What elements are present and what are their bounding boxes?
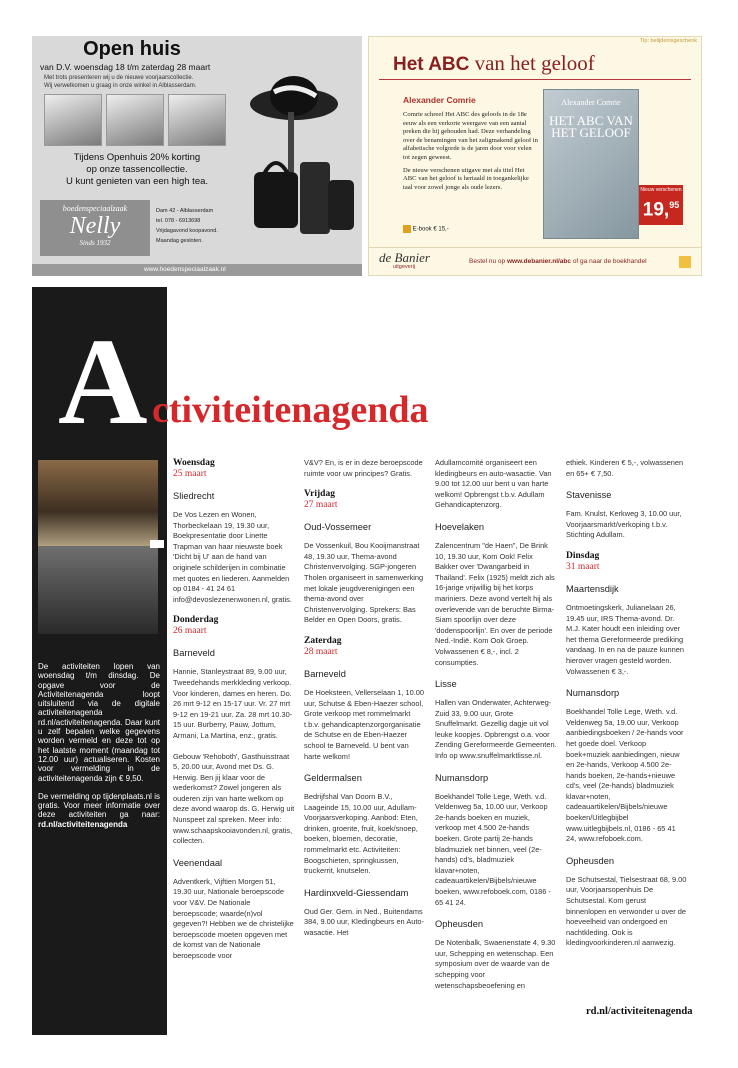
body-paragraph: De nieuw verschenen uitgave met als titel Het ABC van het geloof is hertaald in toegankelijke taal voor zowel jonge als oude lezers.	[403, 166, 529, 191]
event-text: De Vos Lezen en Wonen, Thorbeckelaan 19, 19.30 uur, Boekpresentatie door Linette Trapman van haar nieuwste boek 'Dicht bij U' aan de hand van originele schilderijen in combinatie met quotes en liederen. Aanmelden op 0184 - 41 24 61 info@devoslezenenwonen.nl, gratis.	[173, 510, 292, 604]
ad-subtitle: van D.V. woensdag 18 t/m zaterdag 28 maart	[40, 62, 211, 72]
logo-since: Sinds 1932	[79, 239, 111, 247]
info-paragraph	[38, 792, 160, 829]
place-heading: Stavenisse	[566, 490, 612, 501]
day-heading: Donderdag	[173, 615, 219, 626]
info-link[interactable]: rd.nl/activiteitenagenda	[38, 819, 128, 829]
agenda-column-1	[173, 458, 295, 972]
day-heading: Dinsdag	[566, 550, 600, 561]
hat-photo	[106, 94, 164, 146]
agenda-footer-link[interactable]: rd.nl/activiteitenagenda	[586, 1006, 693, 1017]
het-abc-ad	[368, 36, 702, 276]
address-line: Dam 42 - Alblasserdam	[156, 208, 214, 214]
ad-copy	[44, 74, 244, 90]
photo-notch	[150, 540, 164, 548]
price-main: 19,	[642, 199, 670, 221]
date-heading: 25 maart	[173, 469, 207, 479]
event-text: De Hoeksteen, Vellerselaan 1, 10.00 uur, Schutse & Eben-Haezer school, Grote verkoop met rommelmarkt t.b.v. gehandicaptenzorgorganisatie de Schutse en de Eben-Haezer school te Barneveld. U bent van harte welkom!	[304, 687, 424, 761]
ad-footer	[369, 247, 701, 275]
order-post: of ga naar de boekhandel	[571, 258, 647, 265]
event-text: Oud Ger. Gem. in Ned., Buitendams 384, 9.00 uur, Kledingbeurs en Auto-wasactie. Het	[304, 906, 424, 938]
body-paragraph: Comrie schreef Het ABC des geloofs in de 18e eeuw als een verkorte weergave van een aantal preken die hij gehouden had. Deze verhandeling over de benamingen van het zaligmakend geloof in alfabetische volgorde is de jaren door voor velen tot zegen geweest.	[403, 111, 538, 161]
price	[639, 193, 683, 222]
date-heading: 31 maart	[566, 561, 600, 572]
ebook-line	[403, 225, 449, 233]
shop-url[interactable]: www.hoedenspeciaalzaak.nl	[32, 264, 362, 276]
place-heading: Oud-Vossemeer	[304, 522, 372, 533]
ad-title	[393, 51, 595, 76]
offer-line: Tijdens Openhuis 20% korting	[73, 152, 201, 163]
ad-title: Open huis	[83, 38, 181, 60]
place-heading: Hoevelaken	[435, 521, 485, 532]
agenda-info	[38, 662, 160, 829]
day-heading: Zaterdag	[304, 635, 342, 646]
author: Alexander Comrie	[403, 95, 476, 105]
book-cover	[543, 89, 639, 239]
place-heading: Veenendaal	[173, 857, 223, 868]
title-divider	[379, 79, 691, 80]
price-cents: 95	[669, 200, 680, 210]
hat-photo	[168, 94, 226, 146]
event-text: De Schutsestal, Tielsestraat 68, 9.00 uur, Voorjaarsopenhuis De Schutsestal. Kom gerust binnenlopen en verwonder u over de hoeveelheid van ondergoed en nachtkleding. Ook is kledingvoorkinderen.nl aanwezig.	[566, 874, 687, 948]
nelly-logo	[40, 200, 150, 256]
event-text: Adventkerk, Vijftien Morgen 51, 19.30 uur, Nationale beroepscode voor V&V. De Nationale beroepscode; waarde(n)vol gegeven?! Hebben we de christelijke beroepscode moeten opgeven met de komst van de Nationale beroepscode voor	[173, 876, 294, 960]
drop-letter: A	[58, 313, 148, 450]
logo-name: Nelly	[69, 213, 121, 239]
address-line: Maandag gesloten.	[156, 238, 203, 244]
hat-photo	[44, 94, 102, 146]
ad-copy-line: Wij verwelkomen u graag in onze winkel in Alblasserdam.	[44, 83, 197, 89]
place-heading: Geldermalsen	[304, 773, 362, 784]
ad-body	[403, 111, 539, 192]
place-heading: Lisse	[435, 679, 457, 690]
page-title: ctiviteitenagenda	[152, 389, 429, 431]
tip-label: Tip: belijdenisgeschenk	[640, 38, 697, 44]
day-heading: Woensdag	[173, 458, 215, 468]
order-link[interactable]: www.debanier.nl/abc	[506, 258, 572, 265]
place-heading: Opheusden	[566, 855, 615, 866]
place-heading: Opheusden	[435, 919, 484, 930]
ad-offer	[32, 152, 242, 188]
event-text: Gebouw 'Rehoboth', Gasthuisstraat 5, 20.00 uur, Avond met Ds. G. Herwig. Ben jij klaar voor de wederkomst? Zowel jongeren als ouderen zijn van harte welkom op deze avond waarop ds. G. Herwig uit Nunspeet zal spreken. Meer info: www.schaapskooiavonden.nl, gratis, collecten.	[173, 751, 295, 846]
agenda-column-3	[435, 458, 557, 1001]
address-line: Vrijdagavond koopavond.	[156, 228, 218, 234]
offer-line: U kunt genieten van een high tea.	[65, 176, 209, 187]
event-text: De Vossenkuil, Bou Kooijmanstraat 48, 19.30 uur, Thema-avond Christenvervolging. SGP-jongeren Tholen organiseert in samenwerking met lokale jeugdverenigingen een thema-avond over Christenvervolging. Sprekers: Bas Belder en Open Doors, gratis.	[304, 541, 424, 625]
event-text: Adullamcomité organiseert een kledingbeurs en auto-wasactie. Van 9.00 tot 12.00 uur bent u van harte welkom! Opbrengst t.b.v. Adullam Gehandicaptenzorg.	[435, 458, 552, 510]
price-badge	[639, 185, 683, 225]
info-paragraph: De activiteiten lopen van woensdag t/m dinsdag. De opgave voor de Activiteitenagenda loopt uitsluitend via de digitale activiteitenagenda rd.nl/activiteitenagenda. Daar kunt u zelf bepalen welke gegevens worden vermeld en deze tot op het laatste moment (maandag tot 12.00 uur) actualiseren. Kosten voor vermelding in de activiteitenagenda zijn € 9,50.	[38, 662, 160, 783]
info-text: De vermelding op tijdenplaats.nl is gratis. Voor meer informatie over deze activiteiten ga naar:	[38, 791, 160, 820]
date-heading: 27 maart	[304, 500, 338, 511]
offer-line: op onze tassencollectie.	[86, 164, 188, 175]
day-heading: Vrijdag	[304, 489, 335, 500]
event-text: Boekhandel Tolle Lege, Weth. v.d. Veldenweg 5a, 10.00 uur, Verkoop 2e-hands boeken en muziek, verkoop met 4.500 2e-hands boeken. Grote partij 2e-hands bladmuziek net binnen, veel (2e-hands) cd's, bladmuziek klavar+noten, cadeauartikelen/Bijbels/nieuwe boeken, www.refoboek.com, 0186 - 65 41 24.	[435, 791, 551, 907]
cart-icon[interactable]	[679, 256, 691, 268]
place-heading: Hardinxveld-Giessendam	[304, 887, 409, 898]
logo-top: boedenspeciaalzaak	[62, 204, 128, 213]
book-title: HET ABC VAN HET GELOOF	[549, 113, 633, 140]
event-text: Ontmoetingskerk, Julianelaan 26, 19.45 uur, IRS Thema-avond. Dr. M.J. Kater houdt een inleiding over het thema Gereformeerde prediking vandaag. In en na de pauze kunnen hierover vragen gesteld worden. Volwassenen € 3,-.	[566, 602, 684, 676]
event-text: ethiek. Kinderen € 5,-, volwassenen en 65+ € 7,50.	[566, 458, 684, 478]
title-rest: van het geloof	[469, 51, 595, 75]
agenda-column-4	[566, 458, 688, 959]
event-text: Hannie, Stanleystraat 89, 9.00 uur, Tweedehands merkkleding verkoop. Voor kinderen, dames en heren. Do. 26 mrt 9-12 en 15-17 uur. Vr. 27 mrt 9-12 en 19-21 uur. Za. 28 mrt 10.30-15 uur. Burberry, Pauw, Jottum, Armani, La Martina, enz., gratis.	[173, 667, 293, 740]
place-heading: Maartensdijk	[566, 583, 619, 594]
event-text: Hallen van Onderwater, Achterweg-Zuid 33, 9.00 uur, Grote Snuffelmarkt. Gezellig dagje uit vol leuke koopjes. Opbrengst o.a. voor Zending Gereformeerde Gemeenten. Info op www.snuffelmarktlisse.nl.	[435, 698, 557, 761]
order-line	[469, 258, 647, 265]
event-text: Boekhandel Tolle Lege, Weth. v.d. Veldenweg 5a, 19.00 uur, Verkoop aanbiedingsboeken / 2e-hands voor het goede doel. Verkoop boek+muziek aanbiedingen, nieuw en 2e-hands, Verkoop 4.500 2e-hands boeken, 2e-hands+nieuwe cd's, veel (2e-hands) bladmuziek klavar+noten, cadeauartikelen/Bijbels/nieuwe boeken/Uitlegbijbel www.uitlegbijbels.nl, 0186 - 65 41 24, www.refoboek.com.	[566, 707, 684, 844]
hat-and-bags-photo	[244, 52, 356, 248]
place-heading: Barneveld	[304, 668, 346, 679]
agenda-column-2	[304, 458, 426, 949]
church-crowd-photo	[38, 460, 158, 546]
event-text: Fam. Knulst, Kerkweg 3, 10.00 uur, Voorjaarsmarkt/verkoping t.b.v. Stichting Adullam.	[566, 509, 682, 540]
event-text: V&V? En, is er in deze beroepscode ruimte voor uw principes? Gratis.	[304, 458, 423, 478]
open-huis-ad	[32, 36, 362, 276]
event-text: De Notenbalk, Swaenenstate 4, 9.30 uur, Schepping en wetenschap. Een symposium over de waarde van de schepping voor wetenschapsbeoefening en	[435, 938, 556, 990]
title-bold: Het ABC	[393, 54, 470, 75]
date-heading: 26 maart	[173, 626, 207, 637]
place-heading: Sliedrecht	[173, 491, 215, 501]
place-heading: Numansdorp	[435, 772, 489, 783]
ad-copy-line: Met trots presenteren wij u de nieuwe voorjaarscollectie.	[44, 75, 194, 81]
date-heading: 28 maart	[304, 646, 338, 657]
badge-label: Nieuw verschenen	[640, 187, 682, 193]
book-author: Alexander Comrie	[561, 98, 621, 107]
publisher-sub: uitgeverij	[393, 264, 416, 270]
event-text: Bedrijfshal Van Doorn B.V., Laageinde 15, 10.00 uur, Adullam-Voorjaarsverkoping. Aanbod: Eten, drinken, groente, fruit, koek/snoep, boeken, bloemen, decoratie, rommelmarkt etc. Activiteiten: Boogschieten, springkussen, truckerrit, knutselen.	[304, 792, 418, 876]
event-text: Zalencentrum "de Haen", De Brink 10, 19.30 uur, Kom Ook! Felix Bakker over 'Dwangarbeid in Thailand'. Felix (1925) meldt zich als 16-jarige vrijwillig bij het korps mariniers. Deze avond vertelt hij als overlevende van de beruchte Birma-Siam spoorlijn over deze 'dodenspoorlijn'. En over de periode Ned.-Indië. Kom Ook Groep. Volwassenen € 8,-, incl. 2 consumpties.	[435, 540, 555, 667]
address-line: tel. 078 - 6913698	[156, 218, 201, 224]
place-heading: Numansdorp	[566, 688, 620, 699]
ebook-price: E-book € 15,-	[412, 226, 449, 233]
publisher-logo: de Banier	[379, 250, 430, 265]
church-crowd-photo-lower	[38, 546, 158, 634]
order-pre: Bestel nu op	[469, 258, 507, 265]
place-heading: Barneveld	[173, 648, 215, 659]
shop-address	[156, 206, 218, 246]
ebook-icon	[403, 225, 411, 233]
